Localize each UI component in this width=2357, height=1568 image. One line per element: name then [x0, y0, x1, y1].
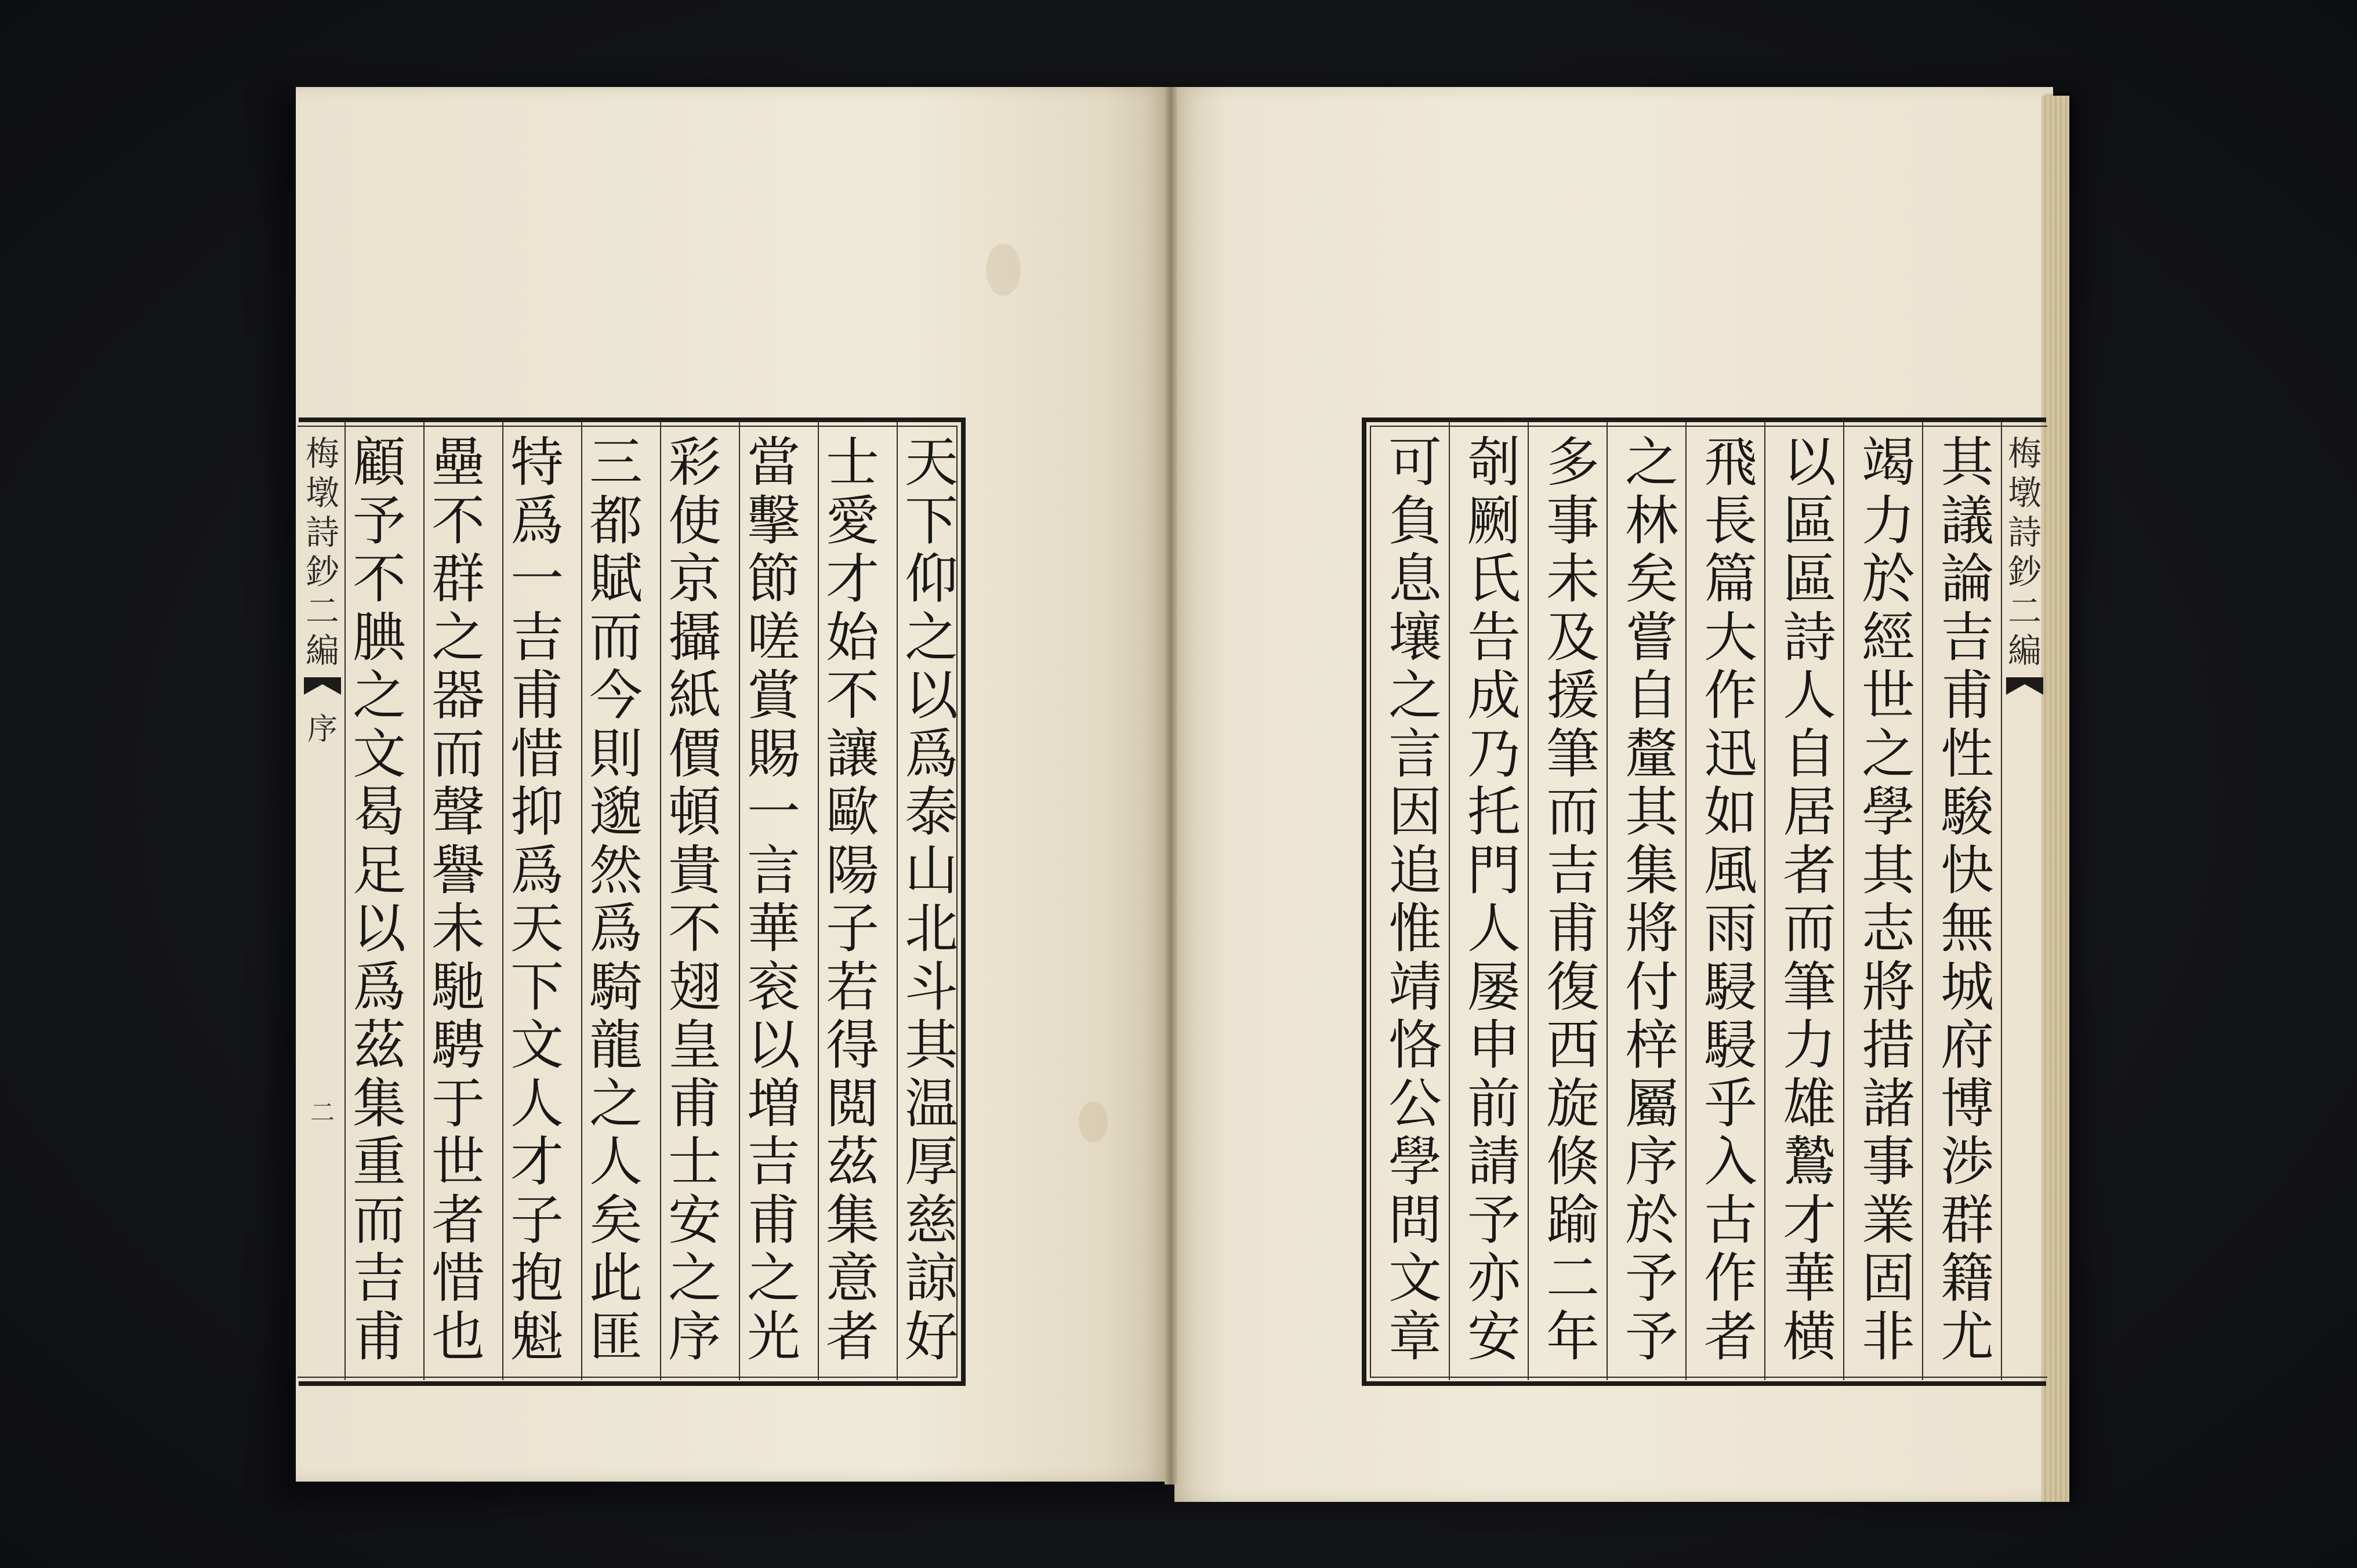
text-character: 士 — [668, 1131, 721, 1193]
text-character: 之 — [668, 1247, 721, 1310]
text-character: 集 — [352, 1072, 406, 1135]
text-character: 吉 — [1546, 839, 1600, 902]
text-character: 安 — [668, 1189, 721, 1251]
column-rule — [1528, 422, 1529, 1380]
text-character: 援 — [1546, 665, 1600, 727]
text-character: 負 — [1388, 489, 1442, 552]
text-character: 愛 — [825, 489, 879, 552]
text-character: 渉 — [1940, 1131, 1994, 1193]
text-character: 腆 — [352, 606, 406, 669]
left-text-column-7 — [427, 431, 489, 1368]
text-character: 如 — [1703, 781, 1757, 844]
text-character: 其 — [1940, 431, 1994, 493]
text-character: 因 — [1388, 781, 1442, 844]
text-character: 下 — [904, 489, 958, 552]
text-character: 而 — [1546, 781, 1600, 844]
text-character: 士 — [825, 431, 879, 493]
column-rule — [1685, 422, 1687, 1380]
text-character: 吉 — [510, 606, 564, 669]
right-text-column-2 — [1857, 431, 1920, 1368]
left-text-column-4 — [663, 431, 726, 1368]
text-character: 山 — [904, 839, 958, 902]
text-character: 馳 — [431, 956, 485, 1018]
column-rule — [345, 422, 346, 1380]
text-character: 力 — [1861, 489, 1915, 552]
text-character: 居 — [1782, 781, 1836, 844]
text-character: 龍 — [589, 1014, 643, 1077]
text-character: 性 — [1940, 723, 1994, 785]
text-character: 仰 — [904, 548, 958, 611]
text-character: 天 — [510, 898, 564, 960]
text-character: 者 — [825, 1305, 879, 1368]
text-character: 紙 — [668, 665, 721, 727]
text-character: 抱 — [510, 1247, 564, 1310]
text-character: 無 — [1940, 898, 1994, 960]
text-character: 之 — [1861, 723, 1915, 785]
text-character: 非 — [1861, 1305, 1915, 1368]
text-character: 吉 — [746, 1131, 800, 1193]
text-character: 温 — [904, 1072, 958, 1135]
text-character: 世 — [1861, 665, 1915, 727]
text-character: 成 — [1467, 665, 1521, 727]
text-character: 鷙 — [1782, 1131, 1836, 1193]
text-character: 乃 — [1467, 723, 1521, 785]
text-character: 以 — [746, 1014, 800, 1077]
text-character: 倏 — [1546, 1131, 1600, 1193]
text-character: 言 — [746, 839, 800, 902]
text-character: 告 — [1467, 606, 1521, 669]
text-character: 吉 — [352, 1247, 406, 1310]
text-character: 自 — [1782, 723, 1836, 785]
text-character: 得 — [825, 1014, 879, 1077]
text-character: 賞 — [746, 665, 800, 727]
text-character: 好 — [904, 1305, 958, 1368]
text-character: 文 — [352, 723, 406, 785]
text-character: 賜 — [746, 723, 800, 785]
text-character: 爲 — [510, 489, 564, 552]
text-character: 事 — [1546, 489, 1600, 552]
left-fold-label: 序 — [307, 712, 338, 747]
text-character: 請 — [1467, 1131, 1521, 1193]
column-rule — [502, 422, 503, 1380]
text-character: 閲 — [825, 1072, 879, 1135]
text-character: 皇 — [668, 1014, 721, 1077]
text-character: 釐 — [1624, 723, 1678, 785]
text-character: 議 — [1940, 489, 1994, 552]
text-character: 之 — [352, 665, 406, 727]
text-character: 者 — [1782, 839, 1836, 902]
text-character: 而 — [352, 1189, 406, 1251]
text-character: 於 — [1861, 548, 1915, 611]
text-character: 於 — [1624, 1189, 1678, 1251]
text-character: 天 — [904, 431, 958, 493]
text-character: 固 — [1861, 1247, 1915, 1310]
column-rule — [581, 422, 582, 1380]
text-character: 一 — [510, 548, 564, 611]
text-character: 節 — [746, 548, 800, 611]
text-character: 華 — [1782, 1247, 1836, 1310]
text-character: 吉 — [1940, 606, 1994, 669]
right-text-column-8 — [1384, 431, 1446, 1368]
text-character: 西 — [1546, 1014, 1600, 1077]
text-character: 貴 — [668, 839, 721, 902]
text-character: 才 — [510, 1131, 564, 1193]
text-character: 曷 — [352, 781, 406, 844]
text-character: 陽 — [825, 839, 879, 902]
text-character: 自 — [1624, 665, 1678, 727]
right-fold-title: 梅墩詩鈔二編 — [2007, 434, 2041, 670]
column-rule — [660, 422, 661, 1380]
text-character: 子 — [825, 898, 879, 960]
text-character: 此 — [589, 1247, 643, 1310]
left-text-column-8 — [348, 431, 411, 1368]
column-rule — [1922, 422, 1923, 1380]
text-character: 諸 — [1861, 1072, 1915, 1135]
text-character: 力 — [1782, 1014, 1836, 1077]
text-character: 嗟 — [746, 606, 800, 669]
text-character: 光 — [746, 1305, 800, 1368]
text-character: 若 — [825, 956, 879, 1018]
text-character: 騎 — [589, 956, 643, 1018]
text-character: 序 — [668, 1305, 721, 1368]
text-character: 集 — [825, 1189, 879, 1251]
text-character: 門 — [1467, 839, 1521, 902]
text-character: 業 — [1861, 1189, 1915, 1251]
text-character: 壘 — [431, 431, 485, 493]
text-character: 惟 — [1388, 898, 1442, 960]
text-character: 華 — [746, 898, 800, 960]
text-character: 爲 — [352, 956, 406, 1018]
text-character: 矣 — [589, 1189, 643, 1251]
text-character: 讓 — [825, 723, 879, 785]
text-character: 擊 — [746, 489, 800, 552]
text-character: 使 — [668, 489, 721, 552]
text-character: 人 — [1782, 665, 1836, 727]
text-character: 譽 — [431, 839, 485, 902]
text-character: 特 — [510, 431, 564, 493]
column-rule — [1449, 422, 1450, 1380]
text-character: 梓 — [1624, 1014, 1678, 1077]
right-text-column-1 — [1936, 431, 1999, 1368]
text-character: 年 — [1546, 1305, 1600, 1368]
text-character: 賦 — [589, 548, 643, 611]
text-character: 子 — [510, 1189, 564, 1251]
text-character: 籍 — [1940, 1247, 1994, 1310]
text-character: 言 — [1388, 723, 1442, 785]
text-character: 者 — [431, 1189, 485, 1251]
column-rule — [1607, 422, 1608, 1380]
text-character: 甫 — [668, 1072, 721, 1135]
text-character: 及 — [1546, 606, 1600, 669]
text-character: 爲 — [510, 839, 564, 902]
text-character: 大 — [1703, 606, 1757, 669]
text-character: 安 — [1467, 1305, 1521, 1368]
text-character: 序 — [1624, 1131, 1678, 1193]
column-rule — [1843, 422, 1844, 1380]
text-character: 復 — [1546, 956, 1600, 1018]
text-character: 甫 — [1546, 898, 1600, 960]
text-character: 城 — [1940, 956, 1994, 1018]
text-character: 府 — [1940, 1014, 1994, 1077]
text-character: 學 — [1388, 1131, 1442, 1193]
text-character: 詩 — [1782, 606, 1836, 669]
text-character: 之 — [1388, 665, 1442, 727]
text-character: 乎 — [1703, 1072, 1757, 1135]
text-character: 而 — [589, 606, 643, 669]
text-character: 魁 — [510, 1305, 564, 1368]
text-character: 志 — [1861, 898, 1915, 960]
text-character: 茲 — [352, 1014, 406, 1077]
column-rule — [1764, 422, 1765, 1380]
text-character: 氏 — [1467, 548, 1521, 611]
text-character: 不 — [668, 898, 721, 960]
text-character: 甫 — [1940, 665, 1994, 727]
text-character: 經 — [1861, 606, 1915, 669]
text-character: 事 — [1861, 1131, 1915, 1193]
text-character: 以 — [352, 898, 406, 960]
text-character: 多 — [1546, 431, 1600, 493]
text-character: 者 — [1703, 1305, 1757, 1368]
text-character: 彩 — [668, 431, 721, 493]
fish-tail-mark-icon — [2006, 677, 2043, 695]
text-character: 斗 — [904, 956, 958, 1018]
text-character: 之 — [431, 606, 485, 669]
text-character: 足 — [352, 839, 406, 902]
text-character: 駸 — [1703, 956, 1757, 1018]
text-character: 甫 — [510, 665, 564, 727]
text-character: 重 — [352, 1131, 406, 1193]
text-character: 其 — [1624, 781, 1678, 844]
text-character: 歐 — [825, 781, 879, 844]
text-character: 快 — [1940, 839, 1994, 902]
book-gutter — [1165, 87, 1177, 1484]
text-character: 作 — [1703, 1247, 1757, 1310]
text-character: 北 — [904, 898, 958, 960]
column-rule — [818, 422, 819, 1380]
text-character: 不 — [352, 548, 406, 611]
right-text-column-7 — [1463, 431, 1525, 1368]
text-character: 踰 — [1546, 1189, 1600, 1251]
text-character: 將 — [1624, 898, 1678, 960]
text-character: 也 — [431, 1305, 485, 1368]
text-character: 抑 — [510, 781, 564, 844]
text-character: 迅 — [1703, 723, 1757, 785]
text-character: 下 — [510, 956, 564, 1018]
text-character: 群 — [1940, 1189, 1994, 1251]
paper-stain — [1079, 1102, 1108, 1142]
text-character: 慈 — [904, 1189, 958, 1251]
text-character: 之 — [589, 1072, 643, 1135]
text-character: 當 — [746, 431, 800, 493]
left-text-column-3 — [742, 431, 805, 1368]
text-character: 雨 — [1703, 898, 1757, 960]
text-character: 二 — [1546, 1247, 1600, 1310]
text-character: 頓 — [668, 781, 721, 844]
text-character: 厚 — [904, 1131, 958, 1193]
text-character: 筆 — [1782, 956, 1836, 1018]
text-character: 付 — [1624, 956, 1678, 1018]
text-character: 林 — [1624, 489, 1678, 552]
text-character: 古 — [1703, 1189, 1757, 1251]
text-character: 追 — [1388, 839, 1442, 902]
text-character: 予 — [1624, 1247, 1678, 1310]
text-character: 人 — [589, 1131, 643, 1193]
text-character: 増 — [746, 1072, 800, 1135]
text-character: 公 — [1388, 1072, 1442, 1135]
text-character: 學 — [1861, 781, 1915, 844]
left-fold-page-number: 二 — [310, 1098, 335, 1127]
text-character: 托 — [1467, 781, 1521, 844]
text-character: 博 — [1940, 1072, 1994, 1135]
text-character: 意 — [825, 1247, 879, 1310]
column-rule — [423, 422, 425, 1380]
text-character: 尤 — [1940, 1305, 1994, 1368]
text-character: 于 — [431, 1072, 485, 1135]
text-character: 予 — [1624, 1305, 1678, 1368]
text-character: 泰 — [904, 781, 958, 844]
text-character: 之 — [904, 606, 958, 669]
text-character: 以 — [904, 665, 958, 727]
text-character: 之 — [1624, 431, 1678, 493]
text-character: 將 — [1861, 956, 1915, 1018]
text-character: 問 — [1388, 1189, 1442, 1251]
text-character: 京 — [668, 548, 721, 611]
text-character: 嘗 — [1624, 606, 1678, 669]
text-character: 不 — [825, 665, 879, 727]
fish-tail-mark-icon — [304, 677, 341, 695]
text-character: 集 — [1624, 839, 1678, 902]
text-character: 其 — [904, 1014, 958, 1077]
text-character: 亦 — [1467, 1247, 1521, 1310]
right-text-column-6 — [1542, 431, 1604, 1368]
text-character: 文 — [1388, 1247, 1442, 1310]
text-character: 惜 — [431, 1247, 485, 1310]
text-character: 駸 — [1703, 1014, 1757, 1077]
text-character: 横 — [1782, 1305, 1836, 1368]
text-character: 才 — [825, 548, 879, 611]
text-character: 顧 — [352, 431, 406, 493]
text-character: 而 — [1782, 898, 1836, 960]
text-character: 人 — [1467, 898, 1521, 960]
text-character: 其 — [1861, 839, 1915, 902]
left-text-column-5 — [585, 431, 647, 1368]
text-character: 三 — [589, 431, 643, 493]
text-character: 今 — [589, 665, 643, 727]
text-character: 人 — [510, 1072, 564, 1135]
text-character: 一 — [746, 781, 800, 844]
text-character: 風 — [1703, 839, 1757, 902]
text-character: 區 — [1782, 548, 1836, 611]
column-rule — [897, 422, 898, 1380]
text-character: 入 — [1703, 1131, 1757, 1193]
text-character: 屬 — [1624, 1072, 1678, 1135]
text-character: 恪 — [1388, 1014, 1442, 1077]
text-character: 長 — [1703, 489, 1757, 552]
left-fold-title: 梅墩詩鈔二編 — [305, 434, 339, 670]
text-character: 予 — [1467, 1189, 1521, 1251]
text-character: 駿 — [1940, 781, 1994, 844]
text-character: 壤 — [1388, 606, 1442, 669]
left-text-column-6 — [506, 431, 568, 1368]
text-character: 文 — [510, 1014, 564, 1077]
text-character: 匪 — [589, 1305, 643, 1368]
paper-stain — [986, 244, 1021, 296]
text-character: 器 — [431, 665, 485, 727]
text-character: 價 — [668, 723, 721, 785]
text-character: 息 — [1388, 548, 1442, 611]
text-character: 群 — [431, 548, 485, 611]
text-character: 筆 — [1546, 723, 1600, 785]
text-character: 飛 — [1703, 431, 1757, 493]
text-character: 措 — [1861, 1014, 1915, 1077]
right-text-column-3 — [1778, 431, 1841, 1368]
left-fold-column — [302, 422, 343, 1380]
text-character: 然 — [589, 839, 643, 902]
text-character: 攝 — [668, 606, 721, 669]
text-character: 剞 — [1467, 431, 1521, 493]
left-text-column-1 — [900, 431, 963, 1368]
right-text-column-4 — [1699, 431, 1762, 1368]
text-character: 而 — [431, 723, 485, 785]
text-character: 甫 — [746, 1189, 800, 1251]
text-character: 不 — [431, 489, 485, 552]
text-character: 劂 — [1467, 489, 1521, 552]
text-character: 前 — [1467, 1072, 1521, 1135]
text-character: 甫 — [352, 1305, 406, 1368]
text-character: 世 — [431, 1131, 485, 1193]
text-character: 屡 — [1467, 956, 1521, 1018]
text-character: 作 — [1703, 665, 1757, 727]
right-text-column-5 — [1620, 431, 1683, 1368]
text-character: 騁 — [431, 1014, 485, 1077]
text-character: 雄 — [1782, 1072, 1836, 1135]
text-character: 可 — [1388, 431, 1442, 493]
text-character: 章 — [1388, 1305, 1442, 1368]
text-character: 翅 — [668, 956, 721, 1018]
text-character: 聲 — [431, 781, 485, 844]
text-character: 旋 — [1546, 1072, 1600, 1135]
text-character: 以 — [1782, 431, 1836, 493]
text-character: 始 — [825, 606, 879, 669]
text-character: 區 — [1782, 489, 1836, 552]
text-character: 爲 — [904, 723, 958, 785]
text-character: 則 — [589, 723, 643, 785]
text-character: 之 — [746, 1247, 800, 1310]
text-character: 未 — [431, 898, 485, 960]
text-character: 未 — [1546, 548, 1600, 611]
text-character: 靖 — [1388, 956, 1442, 1018]
text-character: 篇 — [1703, 548, 1757, 611]
text-character: 矣 — [1624, 548, 1678, 611]
text-character: 才 — [1782, 1189, 1836, 1251]
text-character: 都 — [589, 489, 643, 552]
text-character: 論 — [1940, 548, 1994, 611]
text-character: 申 — [1467, 1014, 1521, 1077]
column-rule — [739, 422, 740, 1380]
left-text-column-2 — [821, 431, 884, 1368]
text-character: 予 — [352, 489, 406, 552]
text-character: 惜 — [510, 723, 564, 785]
text-character: 爲 — [589, 898, 643, 960]
column-rule — [2001, 422, 2002, 1380]
text-character: 邈 — [589, 781, 643, 844]
text-character: 竭 — [1861, 431, 1915, 493]
text-character: 茲 — [825, 1131, 879, 1193]
text-character: 衮 — [746, 956, 800, 1018]
text-character: 諒 — [904, 1247, 958, 1310]
right-fold-column — [2004, 422, 2046, 1380]
